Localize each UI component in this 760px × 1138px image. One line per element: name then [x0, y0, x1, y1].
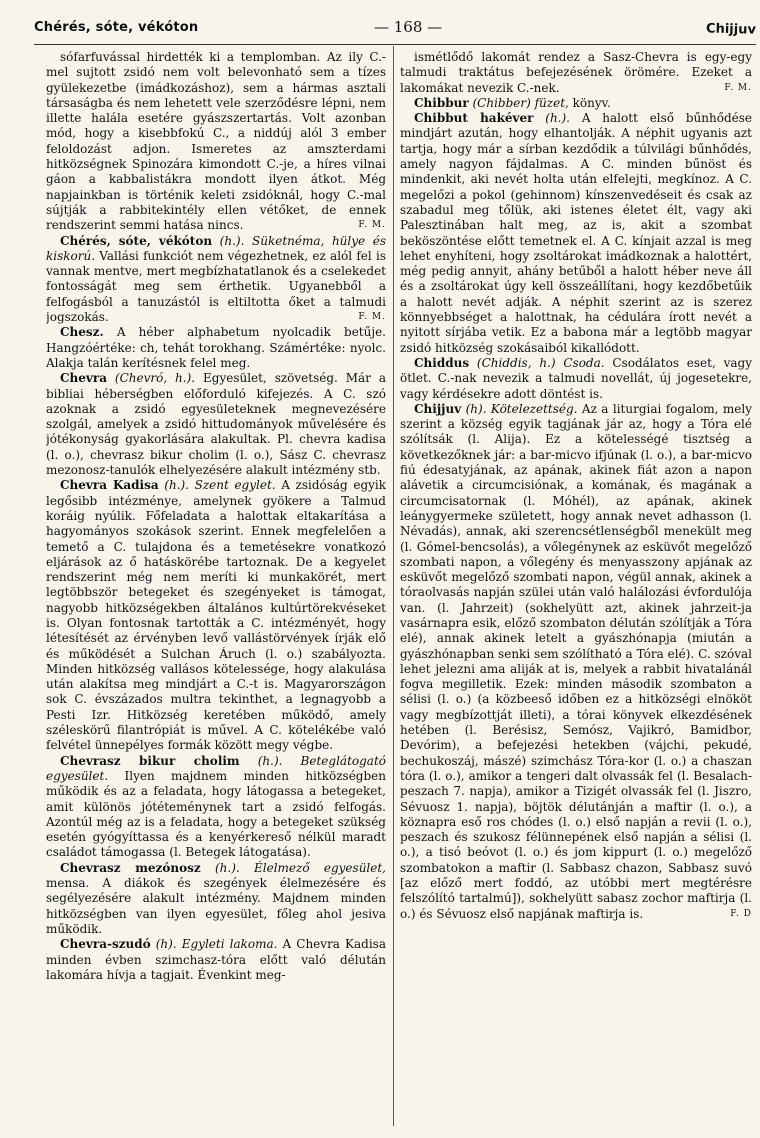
page-number: — 168 —: [374, 18, 443, 36]
entry-paragraph: Chevra-szudó (h). Egyleti lakoma. A Chevra Kadisa minden évben szimchasz-tóra előtt való délután lakomára hívja a tagjait. Évenkint meg-: [46, 937, 386, 982]
entry-headword: Chibbut hakéver: [414, 111, 534, 126]
entry-paragraph: Chijjuv (h). Kötelezettség. Az a liturgiai fogalom, mely szerint a község egyik tagjának jár az, hogy a Tóra elé szólítsák (l. Alija). Ez a kötelességé tisztség a következőknek jár: a bar-micvo ifjúnak (l. o.), a bar-micvo fiú édesatyjának, az apának, akinek fiát azon a napon alávetik a circumcisiónak, a komának, és magának a circumcisatornak (l. Móhél), az apának, akinek leánygyermeke született, hogy annak nevet adhasson (l. Névadás), annak, aki szerencsétlenségből menekült meg (l. Gómel-bencsolás), a vőlegénynek az esküvőt megelőző szombati napon, a vőlegény és menyasszony apjának az esküvőt megelőző szombati napon, végül annak, akinek a tóraolvasás napján szülei után való halálozási évfordulója van. (l. Jahrzeit) (sokhelyütt azt, akinek jahrzeit-ja vasárnapra esik, előző szombaton délután szólítják a Tóra elé), annak akinek letelt a gyászhónapja (miután a gyászhónapban senki sem szólítható a Tóra elé). C. szóval lehet jelezni ama aliják at is, melyek a rabbit hivatalánál fogva megilletik. Ezek: minden második szombaton a sélisi (l. o.) (a közbeeső időben ez a hitközségi elnököt vagy megbízottját illeti), a tórai könyvek elkezdésének hetében (l. Berésisz, Semósz, Vajikró, Bamidbor, Devórim), a befejezési hetekben (vájchi, pekudé, bechukoszáj, mászé) szimchász Tóra-kor (l. o.) a chaszan tóra (l. o.), amikor a tengeri dalt olvassák fel (l. Besalach-peszach 7. napja), amikor a Tizigét olvassák fel (l. Jiszro, Sévuosz 1. napja), böjtök délutánján a maftir (l. o.), a köznapra eső ros chódes (l. o.) első napján a revii (l. o.), peszach és szukosz félünnepének első napján a sélisi (l. o.), a tisó beóvot (l. o.) és jom kippurt (l. o.) megelőző szombatokon a maftir (l. Sabbasz chazon, Sabbasz suvó [az előző mert foddó, az utóbbi mert megtérésre felszólító tartalmú]), sokhelyütt sabasz zochor maftirja (l. o.) és Sévuosz első napjának maftirja is. F. D: [400, 401, 752, 921]
entry-headword: Chevra: [60, 371, 107, 386]
entry-paragraph: Chevra (Chevró, h.). Egyesület, szövetség. Már a bibliai héberségben előforduló kifejezés. A C. szó azoknak a zsidó egyesületeknek megnevezésére szolgál, amelyek a zsidó hittudományok művelésére és jótékonyság gyakorlására alakultak. Pl. chevra kadisa (l. o.), chevrasz bikur cholim (l. o.), Sász C. chevrasz mezonosz-tanulók elhelyezésére alakult intézmény stb.: [46, 371, 386, 478]
entry-paragraph: Chevrasz bikur cholim (h.). Beteglátogató egyesület. Ilyen majdnem minden hitközségben működik és az a feladata, hogy látogassa a betegeket, amit különös jótéteménynek tart a zsidó felfogás. Azontúl még az is a feladata, hogy a betegeket szükség esetén gyógyíttassa és a kenyérkereső nélkül maradt családot támogassa (l. Betegek látogatása).: [46, 753, 386, 860]
entry-paragraph: ismétlődő lakomát rendez a Sasz-Chevra is egy-egy talmudi traktátus befejezésének örömére. Ezeket a lakomákat nevezik C.-nek. F. M.: [400, 50, 752, 95]
entry-headword: Chiddus: [414, 355, 470, 370]
entry-paragraph: Chevrasz mezónosz (h.). Élelmező egyesület, mensa. A diákok és szegények élelmezésére és segélyezésére alakult intézmény. Majdnem minden hitközségben van ilyen egyesület, főleg ahol jesiva működik.: [46, 860, 386, 936]
entry-paragraph: Chibbur (Chibber) füzet, könyv.: [414, 95, 611, 110]
entry-headword: Chevrasz bikur cholim: [60, 753, 240, 768]
entry-paragraph: Chevra Kadisa (h.). Szent egylet. A zsidóság egyik legősibb intézménye, amelynek gyökere a Talmud koráig nyúlik. Főfeladata a halottak eltakarítása a hagyományos szokások szerint. Ennek megfelelően a temető a C. tulajdona és a temetésekre vonatkozó eljárások az ő hatáskörébe tartoznak. De a kegyelet rendszerint még nem meríti ki munkakörét, mert legtöbbször betegeket és szegényeket is támogat, nagyobb hitközségekben általános kultúrtörekvéseket is. Olyan fontosnak tartották a C. intézményét, hogy létesítését az érvényben levő vallástörvények írják elő és működését a Sulchan Áruch (l. o.) szabályozta. Minden hitközség vallásos kötelessége, hogy alakulása után alakítsa meg mindjárt a C.-t is. Magyarországon sok C. évszázados multra tekinthet, a legnagyobb a Pesti Izr. Hitközség keretében működő, amely széleskörű filantrópiát is művel. A C. kötelékébe való felvétel ünnepélyes formák között megy végbe.: [46, 478, 386, 753]
header-rule: [34, 44, 756, 45]
entry-headword: Chesz.: [60, 325, 104, 340]
entry-headword: Chevra Kadisa: [60, 478, 159, 493]
entry-headword: Chevra-szudó: [60, 937, 151, 952]
author-signature: F. M.: [358, 312, 386, 323]
entry-paragraph: Chiddus (Chiddis, h.) Csoda. Csodálatos eset, vagy ötlet. C.-nak nevezik a talmudi novellát, új jogesetekre, vagy kérdésekre adott döntést is.: [400, 355, 752, 401]
author-signature: F. D: [730, 908, 752, 919]
entry-headword: Chérés, sóte, vékóton: [60, 233, 213, 248]
entry-headword: Chijjuv: [414, 401, 462, 416]
entry-paragraph: sófarfuvással hirdették ki a templomban. Az ily C.-mel sujtott zsidó nem volt belevonható sem a tízes gyülekezetbe (imádkozáshoz), sem a hármas asztali társaságba és nem lehetett vele szerződésre lépni, nem illette halála esetére gyászszertartás. Volt azonban mód, hogy a kisebbfokú C., a niddúj alól 3 ember feloldozást adjon. Ismeretes az amszterdami hitközségnek Spinozára kimondott C.-je, a híres vilnai gáon a kabbalistákra mondott ilyen átkot. Még napjainkban is történik keleti zsidóknál, hogy C.-mal sújtják a rabbitekintély ellen vétőket, de ennek rendszerint semmi hatása nincs. F. M.: [46, 50, 386, 233]
author-signature: F. M.: [358, 220, 386, 231]
running-head-left: Chérés, sóte, vékóton: [34, 20, 199, 35]
entry-paragraph: Chibbut hakéver (h.). A halott első bűnhődése mindjárt azután, hogy elhantolják. A néphit ugyanis azt tartja, hogy már a sírban kezdődik a túlvilági bűnhődés, amely nagyon fájdalmas. A C. minden bűnöst és mindenkit, aki nevét holta után elfelejti, megkínoz. A C. megelőzi a pokol (gehinnom) kínszenvedéseit és csak az szabadul meg tőlük, aki istenes életet élt, vagy aki Palesztinában halt meg, az is, akit a szombat beköszöntése előtt temetnek el. A C. kínjait azzal is meg lehet enyhíteni, hogy zsoltárokat imádkoznak a halottért, még pedig annyit, ahány betűből a halott héber neve áll és a zsoltárokat úgy kell összeállítani, hogy kezdőbetűik a halott nevét adják. A néphit szerint az is szerez könnyebbséget a halottnak, ha cédulára írott nevét a nyitott sírjába vetik. Ez a babona már a legtöbb magyar zsidó hitközség szokásaiból kikallódott.: [400, 111, 752, 355]
left-column: [46, 50, 386, 1125]
column-divider: [393, 46, 394, 1126]
running-head-right: Chijjuv: [705, 21, 757, 38]
right-column: [400, 50, 752, 1125]
page-header: [34, 8, 756, 38]
entry-headword: Chibbur: [414, 95, 469, 110]
entry-paragraph: Chesz. A héber alphabetum nyolcadik betűje. Hangzóértéke: ch, tehát torokhang. Számértéke: nyolc. Alakja talán kerítésnek felel meg.: [46, 325, 386, 370]
author-signature: F. M.: [724, 82, 752, 93]
entry-paragraph: Chérés, sóte, vékóton (h.). Süketnéma, hülye és kiskorú. Vallási funkciót nem végezhetnek, ez alól fel is vannak mentve, mert megbízhatatlanok és a cselekedet fontosságát meg sem érthetik. Ugyanebből a felfogásból a tanuzástól is eltiltotta őket a talmudi jogszokás. F. M.: [46, 233, 386, 325]
entry-headword: Chevrasz mezónosz: [60, 860, 201, 875]
